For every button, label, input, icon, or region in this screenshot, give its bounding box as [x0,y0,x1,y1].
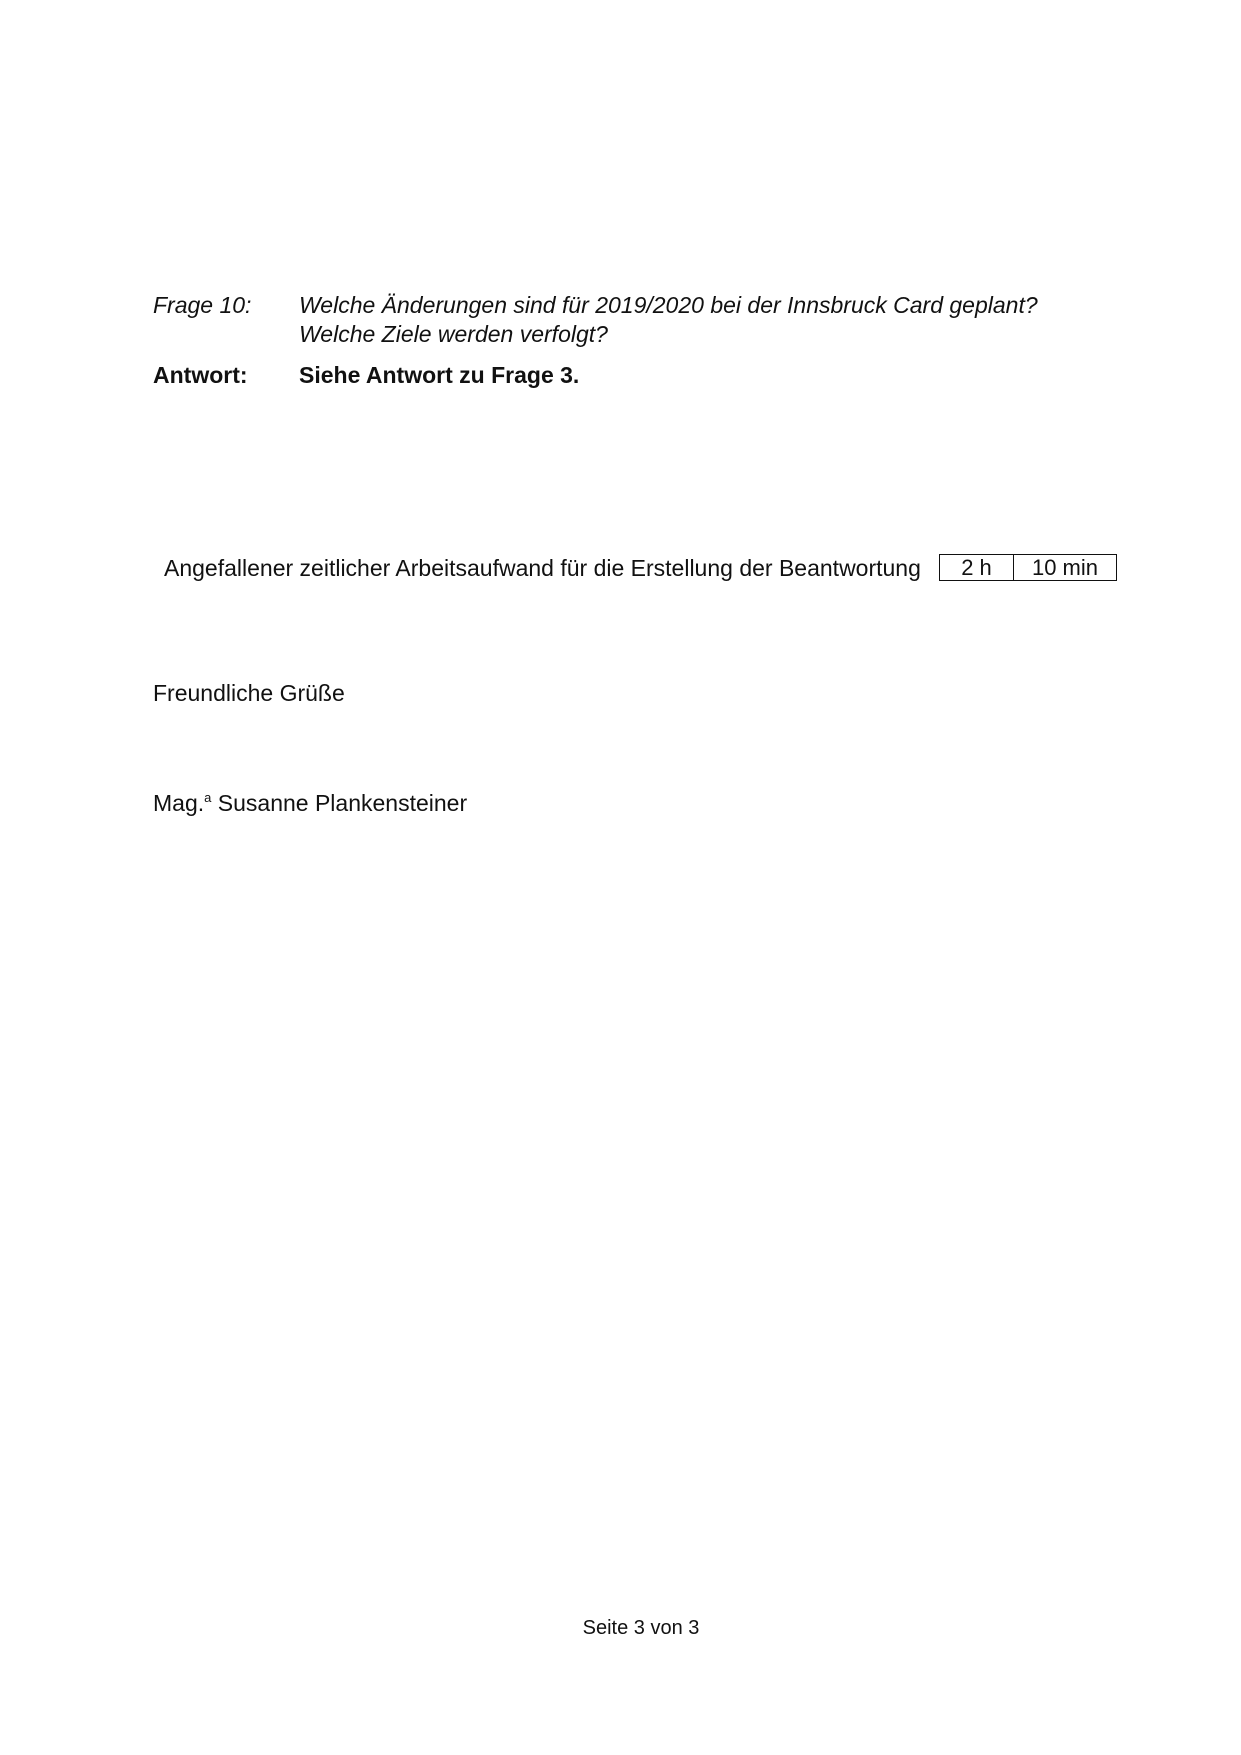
question-text: Welche Änderungen sind für 2019/2020 bei der Innsbruck Card geplant? Welche Ziele werden verfolgt? [299,292,1038,347]
effort-hours: 2 h [940,555,1014,580]
signature-title [153,790,211,816]
answer-text: Siehe Antwort zu Frage 3. [299,362,580,388]
signature-name: Susanne Plankensteiner [217,790,468,816]
effort-minutes: 10 min [1031,555,1099,580]
effort-time-box [939,554,1117,581]
effort-row [164,553,1124,583]
page-footer: Seite 3 von 3 [582,1617,700,1639]
effort-label: Angefallener zeitlicher Arbeitsaufwand für die Erstellung der Beantwortung [164,555,921,581]
signature [153,789,467,818]
signature-title-suffix: a [204,790,212,805]
answer-label: Antwort: [153,362,248,388]
question-label: Frage 10: [153,292,252,318]
signature-title-main: Mag. [153,790,205,816]
greeting: Freundliche Grüße [153,680,345,706]
